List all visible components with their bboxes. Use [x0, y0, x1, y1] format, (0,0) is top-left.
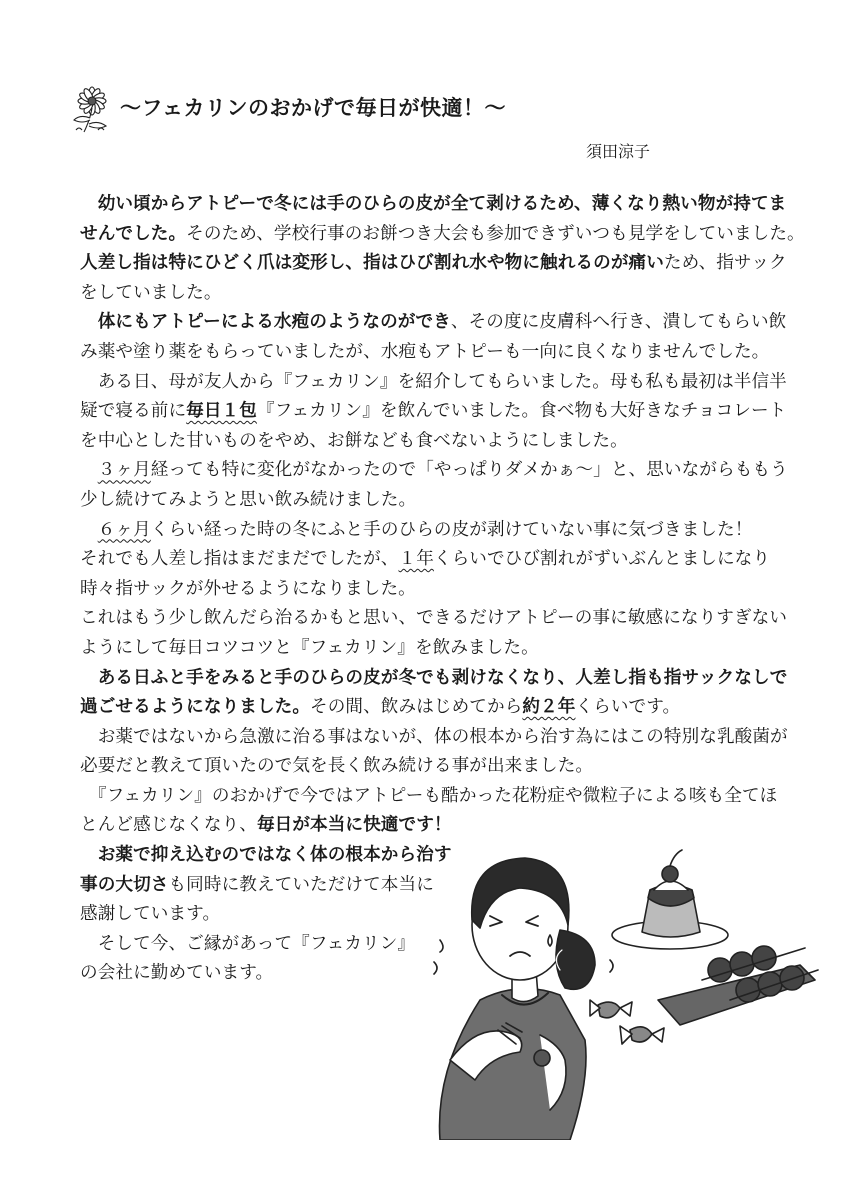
- text-line: [80, 190, 787, 220]
- text-line: [80, 664, 788, 694]
- text-span: 毎日１包: [186, 401, 257, 422]
- text-span: 毎日が本当に快適です！: [256, 815, 452, 836]
- text-span: くらい経った時の冬にふと手のひらの皮が剥けていない事に気づきました！: [150, 519, 753, 540]
- text-span: ３ヶ月: [97, 460, 151, 481]
- text-span: 『フェカリン』のおかげで今ではアトピーも酷かった花粉症や微粒子による咳も全てほ: [80, 785, 778, 806]
- article-title: 〜フェカリンのおかげで毎日が快適！〜: [120, 96, 506, 120]
- text-span: を中心とした甘いものをやめ、お餅なども食べないようにしました。: [80, 430, 628, 451]
- text-line: [80, 220, 805, 250]
- author-name: 須田涼子: [586, 142, 651, 161]
- text-span: くらいでひび割れがずいぶんとましになり: [433, 549, 771, 570]
- text-span: [80, 520, 98, 540]
- text-span: ようにして毎日コツコツと『フェカリン』を飲みました。: [80, 637, 539, 658]
- text-line: [80, 604, 788, 634]
- text-line: [80, 575, 770, 605]
- text-span: 過ごせるようになりました。: [80, 697, 311, 718]
- text-line: [80, 427, 770, 457]
- text-line: [80, 456, 788, 486]
- text-span: その間、飲みはじめてから: [310, 697, 523, 718]
- text-span: とんど感じなくなり、: [80, 815, 257, 836]
- text-span: くらいです。: [575, 697, 681, 718]
- text-line: [80, 782, 778, 812]
- text-span: 経っても特に変化がなかったので「やっぱりダメかぁ〜」と、思いながらももう: [150, 460, 788, 481]
- text-span: み薬や塗り薬をもらっていましたが、水疱もアトピーも一向に良くなりませんでした。: [80, 341, 770, 362]
- text-span: １年: [398, 549, 434, 570]
- text-span: 『フェカリン』を飲んでいました。食べ物も大好きなチョコレート: [256, 401, 787, 422]
- text-span: これはもう少し飲んだら治るかもと思い、できるだけアトピーの事に敏感になりすぎない: [80, 608, 788, 629]
- text-span: 体にもアトピーによる水疱のようなのができ: [80, 312, 451, 333]
- text-line: [80, 634, 770, 664]
- text-span: 人差し指は特にひどく爪は変形し、指はひび割れ水や物に触れるのが痛い: [80, 253, 664, 274]
- text-span: そのため、学校行事のお餅つき大会も参加できずいつも見学をしていました。: [186, 223, 805, 244]
- text-span: 、その度に皮膚科へ行き、潰してもらい飲: [450, 312, 787, 333]
- text-line: [80, 723, 788, 753]
- text-span: も同時に教えていただけて本当に: [168, 874, 434, 895]
- text-span: 幼い頃からアトピーで冬には手のひらの皮が全て剥けるため、薄くなり熱い物が持てま: [80, 194, 787, 214]
- text-span: 少し続けてみようと思い飲み続けました。: [80, 489, 417, 510]
- text-span: 時々指サックが外せるようになりました。: [80, 578, 416, 599]
- text-span: の会社に勤めています。: [80, 963, 274, 984]
- text-line: [80, 752, 770, 782]
- text-line: [80, 338, 770, 368]
- text-span: ある日、母が友人から『フェカリン』を紹介してもらいました。母も私も最初は半信半: [80, 371, 787, 392]
- text-span: 約２年: [522, 697, 576, 718]
- text-line: [80, 486, 770, 516]
- text-span: お薬ではないから急激に治る事はないが、体の根本から治す為にはこの特別な乳酸菌が: [80, 726, 788, 747]
- illustration-woman-itching: [420, 830, 820, 1140]
- text-span: [80, 460, 98, 480]
- text-line: [80, 308, 787, 338]
- text-span: 感謝しています。: [80, 904, 221, 925]
- text-line: [80, 368, 787, 398]
- text-span: お薬で抑え込むのではなく体の根本から治す: [80, 845, 452, 866]
- text-span: 疑で寝る前に: [80, 401, 187, 422]
- text-line: [80, 545, 770, 575]
- text-span: ６ヶ月: [97, 519, 151, 540]
- text-span: ため、指サック: [663, 253, 787, 274]
- text-line: [80, 693, 770, 723]
- text-span: そして今、ご縁があって『フェカリン』: [80, 933, 416, 954]
- text-span: 事の大切さ: [80, 874, 169, 895]
- text-line: [80, 516, 770, 546]
- text-line: [80, 279, 770, 309]
- text-span: をしていました。: [80, 282, 222, 303]
- text-span: それでも人差し指はまだまだでしたが、: [80, 549, 399, 570]
- text-span: 必要だと教えて頂いたので気を長く飲み続ける事が出来ました。: [80, 756, 594, 777]
- text-line: [80, 249, 787, 279]
- text-span: せんでした。: [80, 223, 187, 244]
- text-span: ある日ふと手をみると手のひらの皮が冬でも剥けなくなり、人差し指も指サックなしで: [80, 667, 788, 688]
- flower-icon: [70, 86, 114, 134]
- text-line: [80, 397, 787, 427]
